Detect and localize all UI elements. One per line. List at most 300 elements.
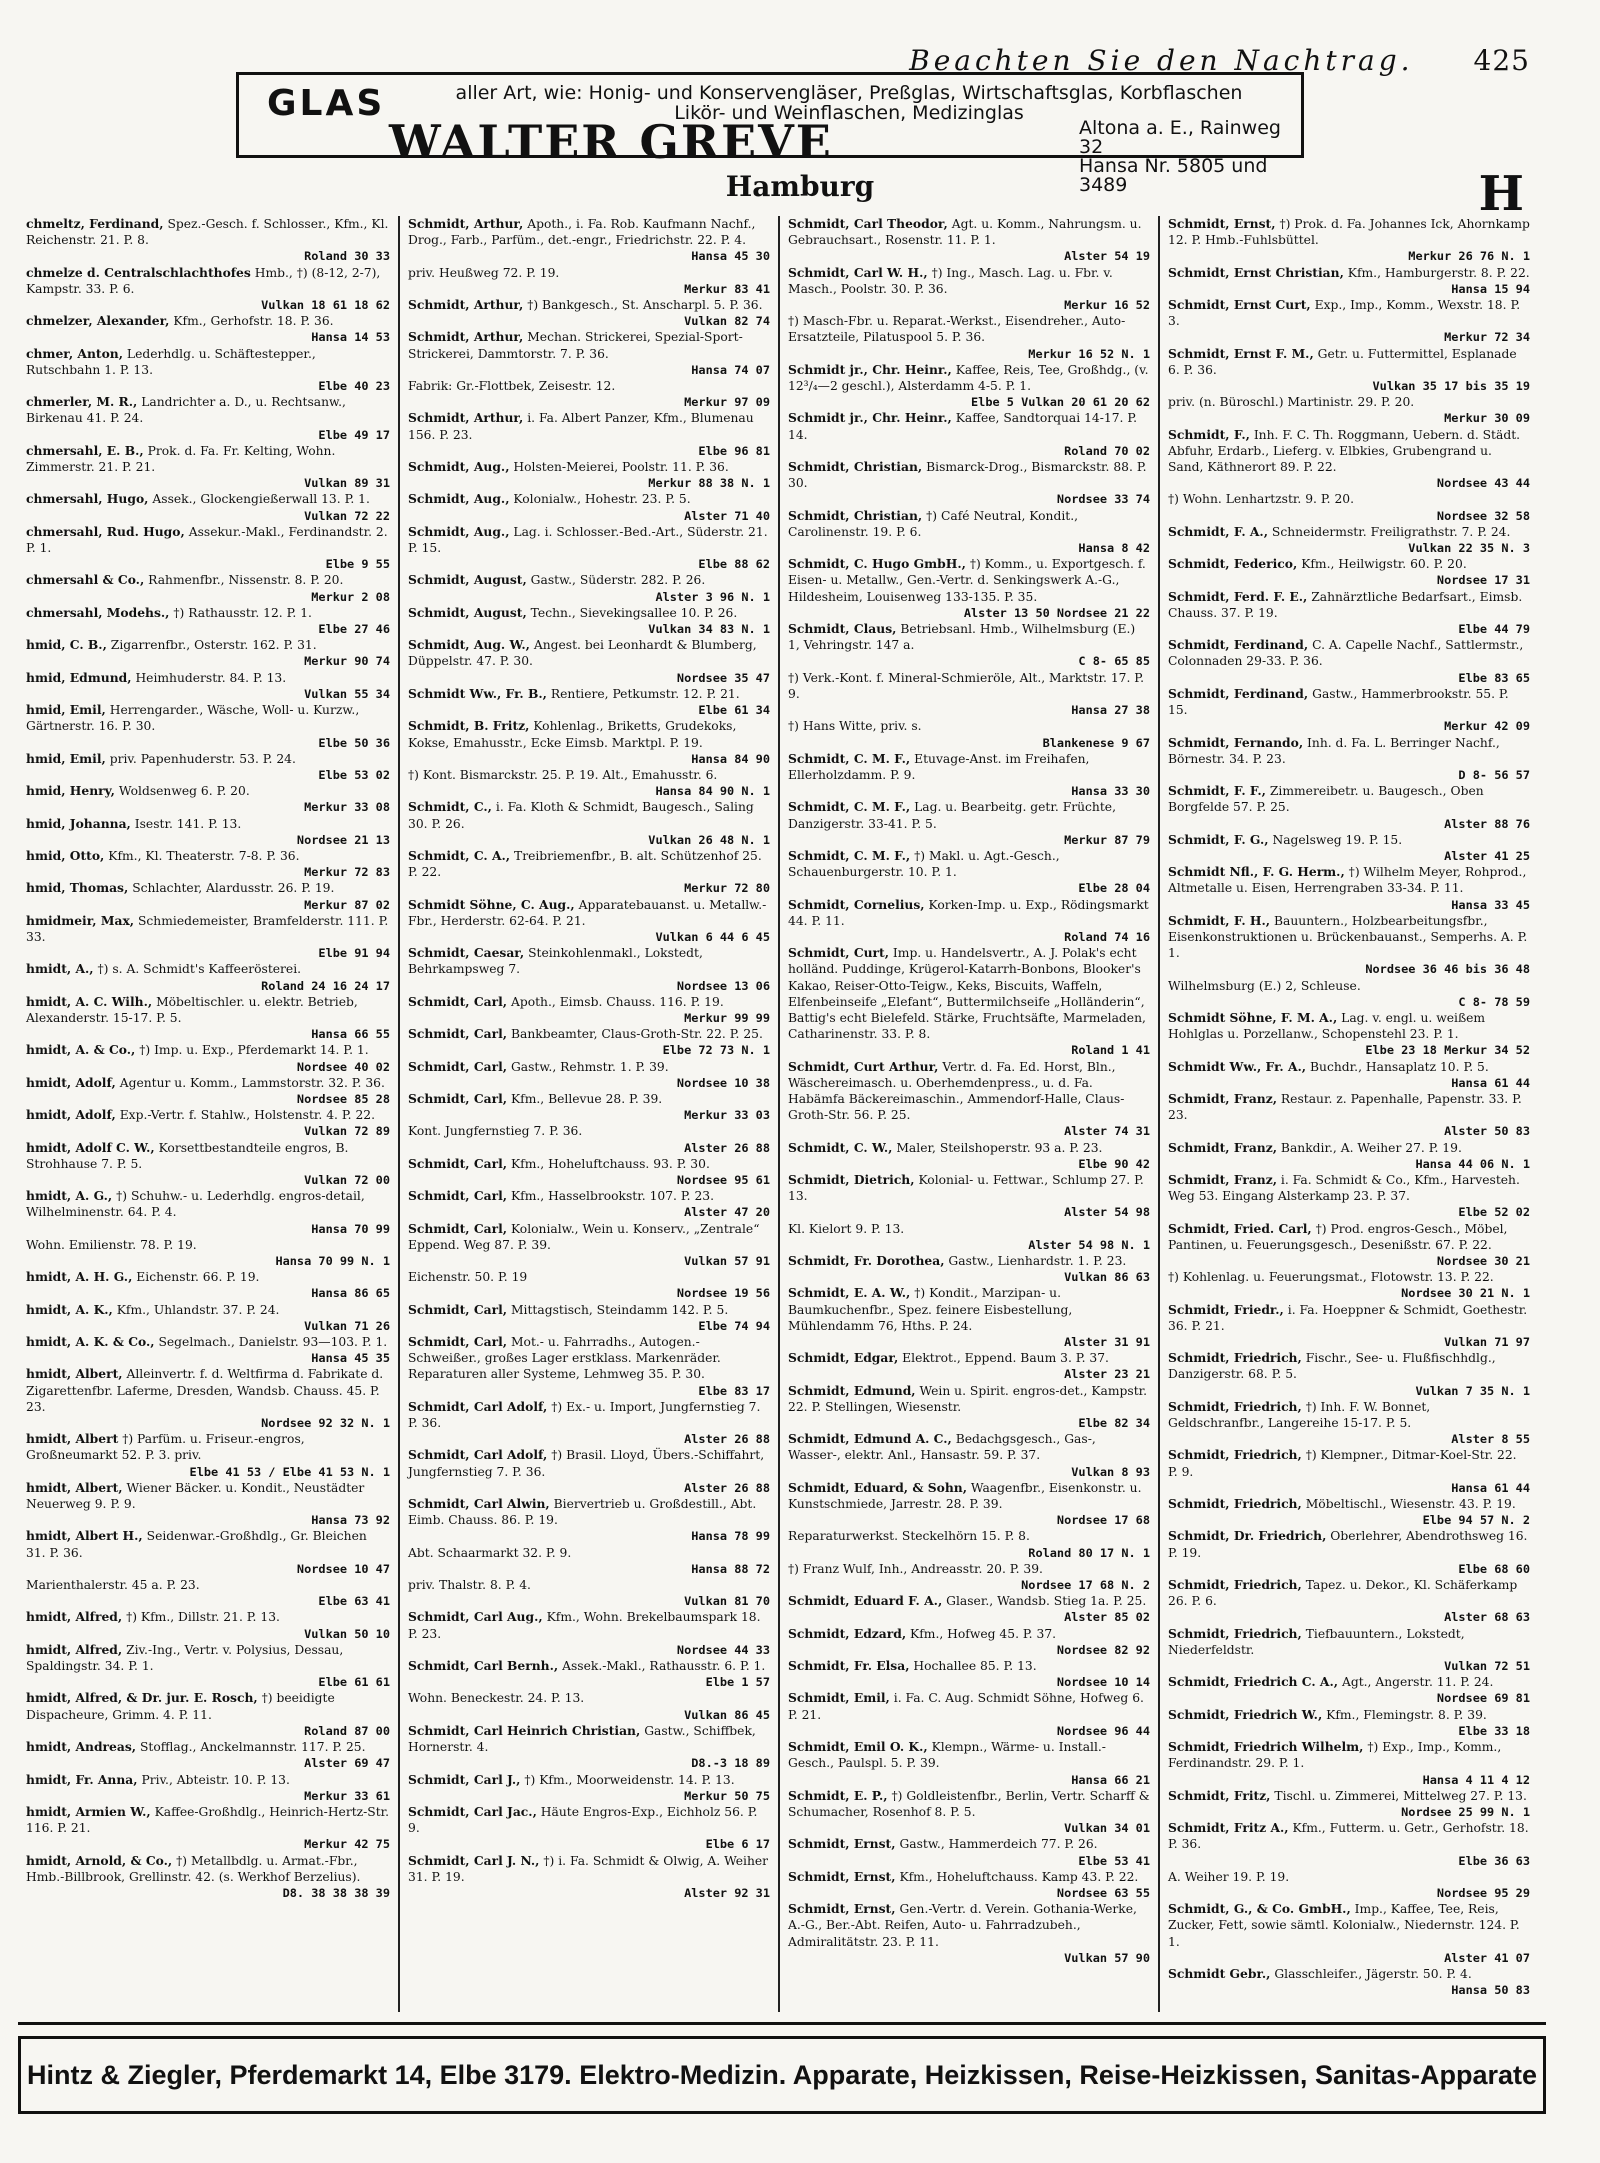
entry-text: Ziv.-Ing., Vertr. v. Polysius, Dessau, Spaldingstr. 34. P. 1. bbox=[26, 1642, 344, 1674]
entry-text: Wohn. Beneckestr. 24. P. 13. bbox=[408, 1691, 585, 1706]
directory-entry bbox=[788, 1059, 1150, 1140]
entry-text: Buchdr., Hansaplatz 10. P. 5. bbox=[1310, 1059, 1489, 1074]
entry-text: Korsettbestandteile engros, B. Strohhause 7. P. 5. bbox=[26, 1140, 349, 1171]
directory-entry bbox=[26, 1107, 390, 1139]
entry-text: Wilhelmsburg (E.) 2, Schleuse. bbox=[1168, 978, 1361, 993]
entry-name: Schmidt, Arthur, bbox=[408, 297, 524, 313]
entry-name: Schmidt, Ferd. F. E., bbox=[1168, 588, 1308, 604]
entry-text: Kaffee, Sandtorquai 14-17. P. 14. bbox=[788, 411, 1138, 442]
entry-name: Schmidt, Carl, bbox=[408, 1188, 508, 1204]
entry-text: Schneidermstr. Freiligrathstr. 7. P. 24. bbox=[1271, 524, 1511, 539]
directory-entry bbox=[26, 1480, 390, 1529]
entry-name: Schmidt, Edzard, bbox=[788, 1625, 907, 1641]
entry-text: Vertr. d. Fa. Ed. Horst, Bln., Wäschereimasch. u. Oberhemdenpress., u. d. Fa. Habämfa Bäckereimaschin., Ammendorf-Halle, Claus-Groth-Str. 56. P. 25. bbox=[788, 1059, 1125, 1123]
entry-text: Reparaturwerkst. Steckelhörn 15. P. 8. bbox=[788, 1529, 1030, 1544]
entry-text: Kfm., Uhlandstr. 37. P. 24. bbox=[116, 1302, 280, 1317]
entry-telephone: Elbe 83 65 bbox=[1458, 670, 1530, 685]
ad-company-name: WALTER GREVE bbox=[389, 115, 833, 169]
running-title: Beachten Sie den Nachtrag. bbox=[909, 44, 1414, 77]
entry-telephone: Vulkan 72 22 bbox=[304, 508, 390, 523]
entry-text: Bedachgsgesch., Gas-, Wasser-, elektr. Anl., Hansastr. 59. P. 37. bbox=[788, 1432, 1096, 1463]
directory-entry bbox=[408, 1545, 770, 1577]
entry-telephone: Merkur 33 61 bbox=[304, 1788, 390, 1803]
entry-text: Mechan. Strickerei, Spezial-Sport-Strickerei, Dammtorstr. 7. P. 36. bbox=[408, 330, 743, 361]
directory-entry bbox=[408, 1091, 770, 1123]
entry-text: Gastw., Schiffbek, Hornerstr. 4. bbox=[408, 1723, 756, 1755]
entry-telephone: Nordsee 43 44 bbox=[1436, 476, 1530, 491]
entry-text: Bismarck-Drog., Bismarckstr. 88. P. 30. bbox=[788, 460, 1147, 491]
entry-text: Schlachter, Alardusstr. 26. P. 19. bbox=[132, 881, 335, 896]
directory-entry bbox=[408, 1269, 770, 1301]
entry-text: Kfm., Kl. Theaterstr. 7-8. P. 36. bbox=[108, 848, 300, 863]
entry-name: Schmidt, C. A., bbox=[408, 847, 511, 863]
entry-text: Kont. Jungfernstieg 7. P. 36. bbox=[408, 1124, 583, 1139]
directory-entry bbox=[788, 1172, 1150, 1221]
entry-text: i. Fa. Kloth & Schmidt, Baugesch., Saling 30. P. 26. bbox=[408, 800, 754, 831]
entry-name: Schmidt, Friedrich, bbox=[1168, 1625, 1302, 1641]
entry-telephone: Alster 8 55 bbox=[1451, 1432, 1530, 1447]
directory-entry bbox=[788, 362, 1150, 411]
entry-name: Schmidt, Friedrich, bbox=[1168, 1577, 1302, 1593]
directory-entry bbox=[1168, 1447, 1530, 1496]
entry-telephone: Roland 30 33 bbox=[304, 249, 390, 264]
entry-name: hmidt, Armien W., bbox=[26, 1803, 151, 1819]
entry-telephone: Merkur 33 08 bbox=[304, 800, 390, 815]
directory-entry bbox=[26, 216, 390, 265]
directory-entry bbox=[408, 1059, 770, 1091]
directory-entry bbox=[1168, 297, 1530, 346]
directory-entry bbox=[1168, 1059, 1530, 1091]
entry-name: Schmidt, Dietrich, bbox=[788, 1171, 915, 1187]
entry-telephone: Vulkan 71 26 bbox=[304, 1318, 390, 1333]
entry-telephone: Nordsee 19 56 bbox=[676, 1286, 770, 1301]
entry-name: chmerler, M. R., bbox=[26, 394, 138, 410]
entry-telephone: Nordsee 13 06 bbox=[676, 978, 770, 993]
directory-entry bbox=[1168, 735, 1530, 784]
entry-text: Klempn., Wärme- u. Install.-Gesch., Paulspl. 5. P. 39. bbox=[788, 1740, 1106, 1771]
entry-text: Lag. u. Bearbeitg. getr. Früchte, Danzigerstr. 33-41. P. 5. bbox=[788, 800, 1116, 831]
entry-telephone: Nordsee 95 29 bbox=[1436, 1885, 1530, 1900]
entry-name: Schmidt, Emil O. K., bbox=[788, 1739, 928, 1755]
directory-entry bbox=[788, 1221, 1150, 1253]
entry-text: Mittagstisch, Steindamm 142. P. 5. bbox=[510, 1302, 729, 1317]
entry-text: Kl. Kielort 9. P. 13. bbox=[788, 1221, 905, 1236]
entry-name: chmelze d. Centralschlachthofes bbox=[26, 264, 251, 280]
entry-name: chmersahl, Modehs., bbox=[26, 604, 170, 620]
entry-name: Schmidt, F. G., bbox=[1168, 831, 1269, 847]
entry-text: Kfm., Futterm. u. Getr., Gerhofstr. 18. P. 36. bbox=[1168, 1821, 1529, 1852]
entry-telephone: C 8- 78 59 bbox=[1458, 994, 1530, 1009]
entry-text: Etuvage-Anst. im Freihafen, Ellerholzdamm. P. 9. bbox=[788, 751, 1090, 782]
directory-entry bbox=[408, 1334, 770, 1399]
entry-name: Schmidt Söhne, F. M. A., bbox=[1168, 1009, 1338, 1025]
entry-telephone: Elbe 53 41 bbox=[1078, 1853, 1150, 1868]
entry-text: i. Fa. Schmidt & Co., Kfm., Harvestеh. Weg 53. Eingang Alsterkamp 23. P. 37. bbox=[1168, 1172, 1520, 1204]
directory-entry bbox=[788, 1140, 1150, 1172]
directory-entry bbox=[788, 621, 1150, 670]
entry-telephone: Nordsee 25 99 N. 1 bbox=[1401, 1804, 1530, 1819]
entry-telephone: Merkur 72 34 bbox=[1444, 330, 1530, 345]
entry-telephone: Nordsee 10 47 bbox=[296, 1561, 390, 1576]
entry-telephone: C 8- 65 85 bbox=[1078, 654, 1150, 669]
directory-entry bbox=[1168, 1577, 1530, 1626]
entry-telephone: Merkur 33 03 bbox=[684, 1108, 770, 1123]
directory-entry bbox=[408, 378, 770, 410]
directory-entry bbox=[26, 1269, 390, 1301]
directory-entry bbox=[1168, 1674, 1530, 1706]
entry-telephone: Elbe 91 94 bbox=[318, 946, 390, 961]
directory-entry bbox=[26, 1334, 390, 1366]
entry-name: Schmidt, Friedr., bbox=[1168, 1301, 1284, 1317]
entry-telephone: Elbe 50 36 bbox=[318, 735, 390, 750]
entry-telephone: Blankenese 9 67 bbox=[1042, 735, 1150, 750]
entry-text: †) Ing., Masch. Lag. u. Fbr. v. Masch., Poolstr. 30. P. 36. bbox=[788, 265, 1113, 296]
directory-entry bbox=[1168, 1302, 1530, 1351]
entry-text: Apoth., Eimsb. Chauss. 116. P. 19. bbox=[510, 994, 724, 1009]
directory-entry bbox=[1168, 1172, 1530, 1221]
directory-entry bbox=[1168, 1707, 1530, 1739]
entry-text: †) Metallbdlg. u. Armat.-Fbr., Hmb.-Billbrook, Grellinstr. 42. (s. Werkhof Berzelius). bbox=[26, 1853, 361, 1884]
ad-address-line-2: Hansa Nr. 5805 und 3489 bbox=[1079, 155, 1268, 196]
directory-entry bbox=[1168, 1140, 1530, 1172]
entry-text: Tiefbauuntern., Lokstedt, Niederfeldstr. bbox=[1168, 1626, 1465, 1657]
entry-text: Isestr. 141. P. 13. bbox=[134, 816, 242, 831]
ad-glas-word: GLAS bbox=[267, 83, 386, 124]
directory-entry bbox=[408, 1658, 770, 1690]
entry-text: Rentiere, Petkumstr. 12. P. 21. bbox=[550, 686, 740, 701]
entry-telephone: Nordsee 30 21 N. 1 bbox=[1401, 1286, 1530, 1301]
entry-name: Schmidt, Christian, bbox=[788, 507, 923, 523]
entry-name: Schmidt, Aug., bbox=[408, 523, 510, 539]
directory-entry bbox=[1168, 864, 1530, 913]
entry-text: Stofflag., Anckelmannstr. 117. P. 25. bbox=[139, 1740, 366, 1755]
entry-text: †) Goldleistenfbr., Berlin, Vertr. Scharff & Schumacher, Rosenhof 8. P. 5. bbox=[788, 1788, 1150, 1819]
entry-telephone: Vulkan 57 90 bbox=[1064, 1950, 1150, 1965]
entry-name: Schmidt, F. H., bbox=[1168, 912, 1271, 928]
entry-text: †) Prok. d. Fa. Johannes Ick, Ahornkamp 12. P. Hmb.-Fuhlsbüttel. bbox=[1168, 217, 1530, 248]
entry-name: hmidt, Alfred, bbox=[26, 1609, 123, 1625]
entry-name: Schmidt, Carl J. N., bbox=[408, 1852, 540, 1868]
bottom-rule bbox=[18, 2022, 1546, 2025]
entry-text: †) Klempner., Ditmar-Koel-Str. 22. P. 9. bbox=[1168, 1448, 1517, 1479]
directory-entry bbox=[26, 572, 390, 604]
directory-entry bbox=[408, 524, 770, 573]
entry-telephone: Elbe 94 57 N. 2 bbox=[1422, 1513, 1530, 1528]
directory-entry bbox=[1168, 1399, 1530, 1448]
entry-text: Getr. u. Futtermittel, Esplanade 6. P. 36. bbox=[1168, 346, 1517, 377]
entry-text: †) Verk.-Kont. f. Mineral-Schmieröle, Alt., Marktstr. 17. P. 9. bbox=[788, 670, 1145, 701]
entry-telephone: Elbe 6 17 bbox=[705, 1837, 770, 1852]
entry-text: Kfm., Wohn. Brekelbaumspark 18. P. 23. bbox=[408, 1610, 761, 1641]
entry-telephone: Elbe 90 42 bbox=[1078, 1156, 1150, 1171]
directory-entry bbox=[408, 637, 770, 686]
entry-name: Schmidt, Carl Alwin, bbox=[408, 1496, 550, 1512]
directory-entry bbox=[26, 848, 390, 880]
directory-entry bbox=[788, 1431, 1150, 1480]
entry-name: Schmidt, Claus, bbox=[788, 621, 897, 637]
directory-entry bbox=[788, 459, 1150, 508]
directory-entry bbox=[408, 1723, 770, 1772]
entry-telephone: Roland 74 16 bbox=[1064, 929, 1150, 944]
entry-telephone: Alster 74 31 bbox=[1064, 1124, 1150, 1139]
directory-entry bbox=[1168, 1966, 1530, 1998]
entry-text: †) Prod. engros-Gesch., Möbel, Pantinen, u. Feuerungsgesch., Desenißstr. 67. P. 22. bbox=[1168, 1221, 1508, 1252]
entry-text: Assekur.-Makl., Ferdinandstr. 2. P. 1. bbox=[26, 524, 388, 556]
directory-entry bbox=[788, 508, 1150, 557]
entry-text: Gastw., Rehmstr. 1. P. 39. bbox=[510, 1059, 669, 1074]
directory-entry bbox=[1168, 394, 1530, 426]
entry-name: hmidt, Andreas, bbox=[26, 1739, 137, 1755]
entry-telephone: Elbe 33 18 bbox=[1458, 1723, 1530, 1738]
entry-name: Schmidt, Eduard, & Sohn, bbox=[788, 1479, 967, 1495]
entry-text: Seidenwar.-Großhdlg., Gr. Bleichen 31. P. 36. bbox=[26, 1529, 367, 1560]
entry-text: Assek.-Makl., Rathausstr. 6. P. 1. bbox=[562, 1659, 766, 1674]
entry-name: hmid, Emil, bbox=[26, 702, 106, 718]
entry-name: chmeltz, Ferdinand, bbox=[26, 216, 164, 231]
entry-text: Inh. d. Fa. L. Berringer Nachf., Börnestr. 34. P. 23. bbox=[1168, 735, 1500, 766]
entry-text: Eichenstr. 66. P. 19. bbox=[136, 1270, 260, 1285]
entry-telephone: Elbe 52 02 bbox=[1458, 1205, 1530, 1220]
entry-name: Schmidt, Ferdinand, bbox=[1168, 637, 1309, 653]
directory-entry bbox=[788, 556, 1150, 621]
entry-name: Schmidt, Friedrich Wilhelm, bbox=[1168, 1739, 1364, 1755]
directory-entry bbox=[1168, 1869, 1530, 1901]
entry-text: Kfm., Hasselbrookstr. 107. P. 23. bbox=[510, 1189, 715, 1204]
directory-entry bbox=[1168, 913, 1530, 978]
entry-telephone: Hansa 70 99 bbox=[311, 1221, 390, 1236]
entry-name: hmidt, A., bbox=[26, 961, 94, 977]
entry-telephone: Elbe 23 18 Merkur 34 52 bbox=[1365, 1043, 1530, 1058]
entry-name: Schmidt Gebr., bbox=[1168, 1965, 1271, 1981]
entry-text: Glaser., Wandsb. Stieg 1a. P. 25. bbox=[946, 1594, 1147, 1609]
directory-entry bbox=[408, 329, 770, 378]
entry-telephone: Hansa 4 11 4 12 bbox=[1422, 1772, 1530, 1787]
directory-entry bbox=[408, 897, 770, 946]
entry-text: C. A. Capelle Nachf., Sattlermstr., Colonnaden 29-33. P. 36. bbox=[1168, 638, 1524, 669]
entry-name: Schmidt, Arthur, bbox=[408, 410, 524, 426]
entry-text: †) Parfüm. u. Friseur.-engros, Großneumarkt 52. P. 3. priv. bbox=[26, 1432, 305, 1463]
directory-entry bbox=[26, 346, 390, 395]
entry-text: Gastw., Hammerdeich 77. P. 26. bbox=[899, 1837, 1098, 1852]
entry-telephone: Alster 54 98 bbox=[1064, 1205, 1150, 1220]
entry-text: Betriebsanl. Hmb., Wilhelmsburg (E.) 1, Vehringstr. 147 a. bbox=[788, 622, 1136, 653]
entry-name: Schmidt, Franz, bbox=[1168, 1090, 1277, 1106]
directory-entry bbox=[26, 265, 390, 314]
directory-entry bbox=[408, 848, 770, 897]
entry-text: Bankbeamter, Claus-Groth-Str. 22. P. 25. bbox=[510, 1027, 763, 1042]
entry-text: Gastw., Süderstr. 282. P. 26. bbox=[530, 573, 706, 588]
entry-telephone: Elbe 5 Vulkan 20 61 20 62 bbox=[971, 395, 1150, 410]
entry-name: hmid, Otto, bbox=[26, 847, 105, 863]
entry-telephone: Vulkan 89 31 bbox=[304, 476, 390, 491]
entry-text: †) Makl. u. Agt.-Gesch., Schauenburgerstr. 10. P. 1. bbox=[788, 848, 1060, 880]
entry-text: †) Rathausstr. 12. P. 1. bbox=[173, 605, 312, 620]
entry-text: Agt. u. Komm., Nahrungsm. u. Gebrauchsart., Rosenstr. 11. P. 1. bbox=[788, 217, 1142, 248]
entry-name: Schmidt, C. W., bbox=[788, 1139, 893, 1155]
entry-text: Kfm., Gerhofstr. 18. P. 36. bbox=[173, 314, 334, 329]
directory-entry bbox=[408, 1772, 770, 1804]
entry-telephone: D8. 38 38 38 39 bbox=[282, 1885, 390, 1900]
entry-text: A. Weiher 19. P. 19. bbox=[1168, 1869, 1290, 1884]
entry-name: Schmidt, F. F., bbox=[1168, 783, 1266, 799]
directory-entry bbox=[26, 1188, 390, 1237]
entry-text: Gen.-Vertr. d. Verein. Gothania-Werke, A.-G., Ber.-Abt. Reifen, Auto- u. Fahrradzubeh., Admiralitätstr. 23. P. 11. bbox=[788, 1902, 1137, 1949]
entry-text: Bankdir., A. Weiher 27. P. 19. bbox=[1280, 1140, 1462, 1155]
entry-telephone: Merkur 83 41 bbox=[684, 281, 770, 296]
entry-telephone: Hansa 84 90 bbox=[691, 751, 770, 766]
entry-name: chmelzer, Alexander, bbox=[26, 313, 170, 329]
entry-name: Schmidt, Arthur, bbox=[408, 216, 524, 231]
entry-telephone: Merkur 42 09 bbox=[1444, 719, 1530, 734]
entry-text: †) Wilhelm Meyer, Rohprod., Altmetalle u. Eisen, Herrengraben 33-34. P. 11. bbox=[1168, 865, 1527, 896]
entry-name: hmidt, A. C. Wilh., bbox=[26, 993, 153, 1009]
entry-text: †) beeidigte Dispacheure, Grimm. 4. P. 11. bbox=[26, 1691, 335, 1722]
entry-telephone: Hansa 73 92 bbox=[311, 1513, 390, 1528]
entry-text: Tischl. u. Zimmerei, Mittelweg 27. P. 13. bbox=[1274, 1788, 1527, 1803]
entry-telephone: Alster 26 88 bbox=[684, 1480, 770, 1495]
entry-text: †) Masch-Fbr. u. Reparat.-Werkst., Eisendreher., Auto-Ersatzteile, Pilatuspool 5. P. 36. bbox=[788, 314, 1126, 345]
entry-name: Schmidt, Ernst F. M., bbox=[1168, 345, 1314, 361]
entry-name: Schmidt, Aug., bbox=[408, 491, 510, 507]
entry-name: Schmidt jr., Chr. Heinr., bbox=[788, 361, 952, 377]
directory-entry bbox=[408, 297, 770, 329]
entry-telephone: Vulkan 86 45 bbox=[684, 1707, 770, 1722]
directory-entry bbox=[408, 799, 770, 848]
entry-name: Schmidt, Cornelius, bbox=[788, 896, 925, 912]
entry-telephone: Hansa 45 35 bbox=[311, 1351, 390, 1366]
directory-entry bbox=[26, 313, 390, 345]
directory-entry bbox=[788, 670, 1150, 719]
directory-entry bbox=[788, 265, 1150, 314]
directory-entry bbox=[408, 491, 770, 523]
entry-text: Imp. u. Handelsvertr., A. J. Polak's echt holländ. Puddinge, Krügerol-Katarrh-Bonbons, Blooker's Kakao, Reiser-Otto-Teigw., Keks, Biscuits, Waffeln, Elfenbeinseife „Elefant“, Buttermilchseife „Holländerin“, Battig's echt Bielefeld. Stärke, Fruchtsäfte, Marmeladen, Catharinenstr. 33. P. 8. bbox=[788, 946, 1146, 1042]
entry-text: Möbeltischler. u. elektr. Betrieb, Alexanderstr. 15-17. P. 5. bbox=[26, 994, 358, 1025]
directory-entry bbox=[26, 1690, 390, 1739]
entry-text: i. Fa. C. Aug. Schmidt Söhne, Hofweg 6. P. 21. bbox=[788, 1691, 1144, 1722]
entry-telephone: Hansa 45 30 bbox=[691, 249, 770, 264]
directory-entry bbox=[26, 1642, 390, 1691]
entry-name: Schmidt, C. M. F., bbox=[788, 847, 911, 863]
entry-text: priv. Thalstr. 8. P. 4. bbox=[408, 1578, 531, 1593]
entry-text: †) Schuhw.- u. Lederhdlg. engros-detail, Wilhelminenstr. 64. P. 4. bbox=[26, 1189, 365, 1220]
entry-telephone: Nordsee 17 31 bbox=[1436, 573, 1530, 588]
directory-entry bbox=[788, 718, 1150, 750]
entry-telephone: Roland 87 00 bbox=[304, 1723, 390, 1738]
entry-name: hmidt, Albert bbox=[26, 1431, 119, 1447]
entry-telephone: Hansa 74 07 bbox=[691, 362, 770, 377]
entry-telephone: Alster 71 40 bbox=[684, 508, 770, 523]
entry-text: Spez.-Gesch. f. Schlosser., Kfm., Kl. Reichenstr. 21. P. 8. bbox=[26, 217, 389, 248]
directory-entry bbox=[26, 1804, 390, 1853]
entry-telephone: Alster 50 83 bbox=[1444, 1124, 1530, 1139]
entry-name: Schmidt, Carl Adolf, bbox=[408, 1447, 548, 1463]
directory-entry bbox=[26, 1772, 390, 1804]
directory-entry bbox=[788, 1383, 1150, 1432]
directory-entry bbox=[788, 848, 1150, 897]
entry-name: hmidt, Albert H., bbox=[26, 1528, 143, 1544]
entry-telephone: Nordsee 33 74 bbox=[1056, 492, 1150, 507]
directory-entry bbox=[26, 751, 390, 783]
entry-telephone: Alster 26 88 bbox=[684, 1432, 770, 1447]
entry-name: hmidt, Adolf C. W., bbox=[26, 1139, 155, 1155]
entry-telephone: Vulkan 71 97 bbox=[1444, 1335, 1530, 1350]
entry-telephone: Merkur 16 52 N. 1 bbox=[1028, 346, 1150, 361]
entry-text: Nagelsweg 19. P. 15. bbox=[1272, 832, 1403, 847]
entry-name: hmidmeir, Max, bbox=[26, 912, 135, 928]
entry-name: hmidt, A. K., bbox=[26, 1301, 113, 1317]
ad-description-line-1: aller Art, wie: Honig- und Konservengläser, Preßglas, Wirtschaftsglas, Korbflaschen bbox=[455, 82, 1243, 104]
directory-entry bbox=[1168, 1901, 1530, 1966]
entry-text: Schmiedemeister, Bramfelderstr. 111. P. 33. bbox=[26, 913, 389, 944]
entry-telephone: Vulkan 22 35 N. 3 bbox=[1408, 541, 1530, 556]
directory-entry bbox=[26, 1042, 390, 1074]
entry-name: Schmidt, E. A. W., bbox=[788, 1285, 911, 1301]
entry-name: Schmidt Ww., Fr. B., bbox=[408, 685, 547, 701]
entry-text: Marienthalerstr. 45 a. P. 23. bbox=[26, 1578, 200, 1593]
entry-telephone: Merkur 87 02 bbox=[304, 897, 390, 912]
entry-name: Schmidt, C. M. F., bbox=[788, 750, 911, 766]
entry-text: Möbeltischl., Wiesenstr. 43. P. 19. bbox=[1305, 1497, 1516, 1512]
entry-name: Schmidt, Fr. Elsa, bbox=[788, 1658, 910, 1674]
section-city-heading: Hamburg bbox=[725, 170, 875, 203]
entry-name: Schmidt, Franz, bbox=[1168, 1139, 1277, 1155]
directory-entry bbox=[408, 1221, 770, 1270]
directory-entry bbox=[788, 799, 1150, 848]
entry-text: †) Exp., Imp., Komm., Ferdinandstr. 29. P. 1. bbox=[1168, 1740, 1502, 1771]
entry-name: hmidt, Alfred, bbox=[26, 1641, 123, 1657]
directory-entry bbox=[26, 994, 390, 1043]
entry-name: Schmidt, Carl, bbox=[408, 1026, 508, 1042]
entry-name: chmersahl, Rud. Hugo, bbox=[26, 523, 185, 539]
entry-name: Schmidt, Edgar, bbox=[788, 1350, 899, 1366]
entry-text: †) Ex.- u. Import, Jungfernstieg 7. P. 36. bbox=[408, 1399, 761, 1431]
entry-text: Oberlehrer, Abendrothsweg 16. P. 19. bbox=[1168, 1529, 1528, 1560]
entry-text: †) Wohn. Lenhartzstr. 9. P. 20. bbox=[1168, 492, 1355, 507]
entry-telephone: Vulkan 55 34 bbox=[304, 686, 390, 701]
entry-telephone: Nordsee 82 92 bbox=[1056, 1642, 1150, 1657]
entry-telephone: Elbe 61 34 bbox=[698, 703, 770, 718]
entry-telephone: Alster 13 50 Nordsee 21 22 bbox=[963, 605, 1150, 620]
entry-telephone: Nordsee 21 13 bbox=[296, 832, 390, 847]
directory-entry bbox=[26, 670, 390, 702]
directory-entry bbox=[408, 1156, 770, 1188]
entry-name: Schmidt, Fernando, bbox=[1168, 734, 1304, 750]
entry-telephone: Elbe 63 41 bbox=[318, 1594, 390, 1609]
entry-text: †) Bankgesch., St. Anscharpl. 5. P. 36. bbox=[527, 298, 763, 313]
entry-telephone: Elbe 41 53 / Elbe 41 53 N. 1 bbox=[189, 1464, 390, 1479]
entry-text: Maler, Steilshoperstr. 93 a. P. 23. bbox=[896, 1140, 1103, 1155]
entry-telephone: Nordsee 30 21 bbox=[1436, 1254, 1530, 1268]
entry-name: Schmidt, Arthur, bbox=[408, 329, 524, 345]
directory-entry bbox=[788, 1869, 1150, 1901]
directory-entry bbox=[1168, 1788, 1530, 1820]
directory-entry bbox=[788, 1253, 1150, 1285]
entry-text: Agt., Angerstr. 11. P. 24. bbox=[1341, 1675, 1494, 1690]
entry-name: hmidt, A. K. & Co., bbox=[26, 1334, 155, 1350]
entry-text: priv. Heußweg 72. P. 19. bbox=[408, 265, 560, 280]
entry-text: Kolonialw., Wein u. Konserv., „Zentrale“ Eppend. Weg 87. P. 39. bbox=[408, 1221, 760, 1252]
entry-text: Rahmenfbr., Nissenstr. 8. P. 20. bbox=[148, 573, 344, 588]
directory-entry bbox=[788, 945, 1150, 1058]
entry-text: Priv., Abteistr. 10. P. 13. bbox=[141, 1772, 290, 1787]
entry-telephone: Hansa 78 99 bbox=[691, 1529, 770, 1544]
entry-telephone: Vulkan 6 44 6 45 bbox=[655, 929, 770, 944]
entry-text: Kfm., Hoheluftchauss. Kamp 43. P. 22. bbox=[899, 1869, 1139, 1884]
directory-entry bbox=[408, 1577, 770, 1609]
entry-text: Alleinvertr. f. d. Weltfirma d. Fabrikate d. Zigarettenfbr. Laferme, Dresden, Wandsb. Chauss. 45. P. 23. bbox=[26, 1367, 384, 1414]
entry-telephone: Nordsee 36 46 bis 36 48 bbox=[1365, 962, 1530, 977]
directory-entry bbox=[788, 1739, 1150, 1788]
